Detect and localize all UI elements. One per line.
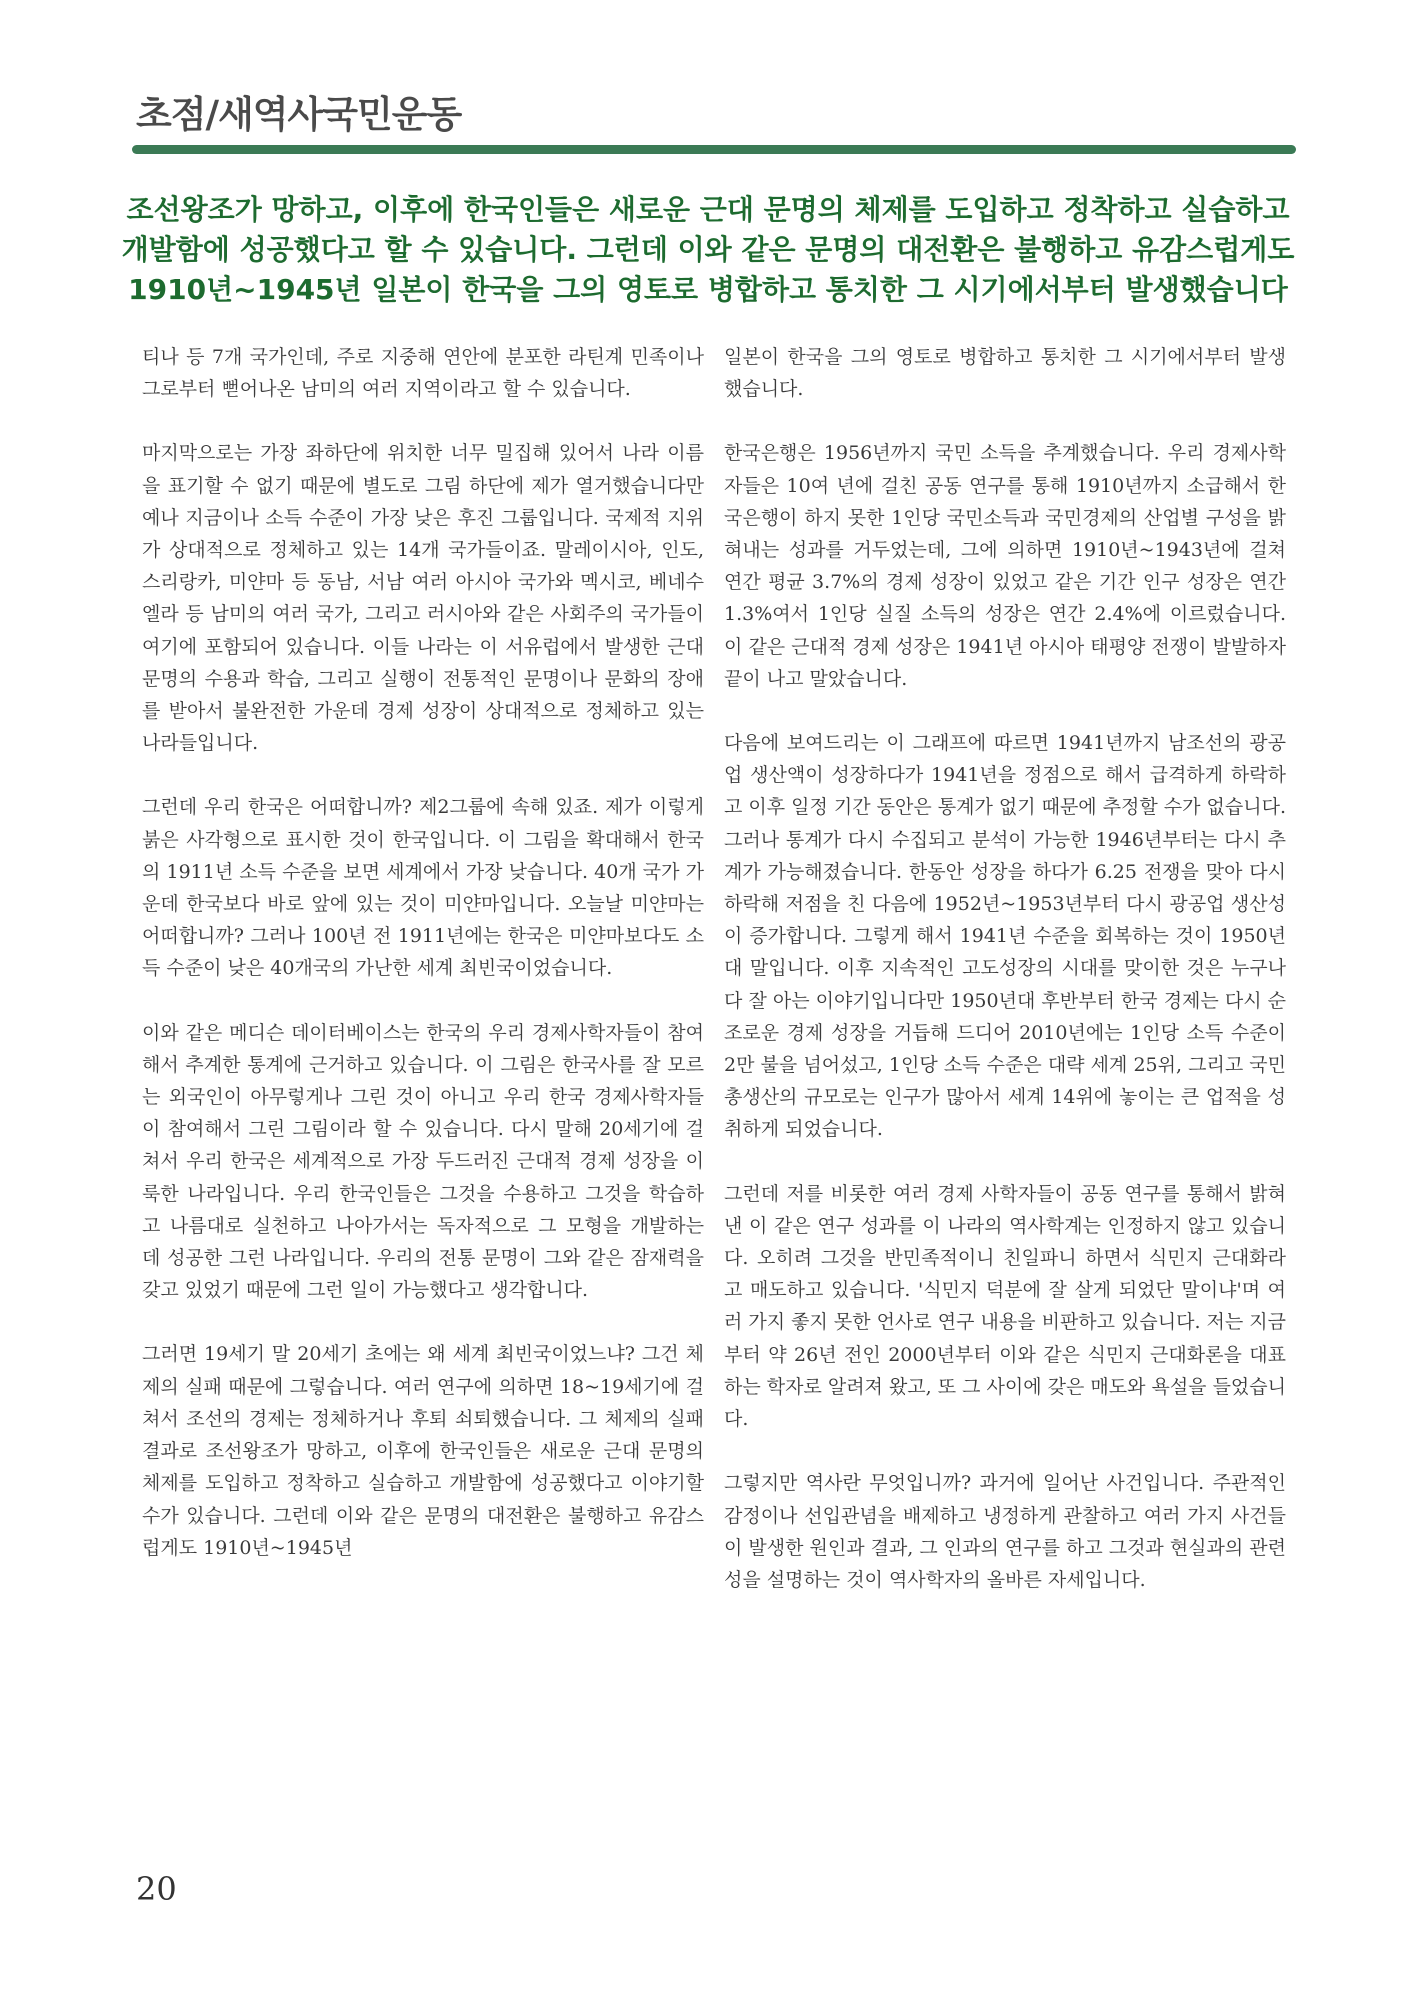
page-number: 20 <box>136 1870 177 1908</box>
paragraph: 그런데 우리 한국은 어떠합니까? 제2그룹에 속해 있죠. 제가 이렇게 붉은 사각형으로 표시한 것이 한국입니다. 이 그림을 확대해서 한국의 1911년 소득 수준을 보면 세계에서 가장 낮습니다. 40개 국가 가운데 한국보다 바로 앞에 있는 것이 미얀마입니다. 오늘날 미얀마는 어떠합니까? 그러나 100년 전 1911년에는 한국은 미얀마보다도 소득 수준이 낮은 40개국의 가난한 세계 최빈국이었습니다. <box>142 796 704 980</box>
paragraph: 그러면 19세기 말 20세기 초에는 왜 세계 최빈국이었느냐? 그건 체제의 실패 때문에 그렇습니다. 여러 연구에 의하면 18~19세기에 걸쳐서 조선의 경제는 정체하거나 후퇴 쇠퇴했습니다. 그 체제의 실패 결과로 조선왕조가 망하고, 이후에 한국인들은 새로운 근대 문명의 체제를 도입하고 정착하고 실습하고 개발함에 성공했다고 이야기할 수가 있습니다. 그런데 이와 같은 문명의 대전환은 불행하고 유감스럽게도 1910년~1945년 <box>142 1343 704 1559</box>
paragraph: 그런데 저를 비롯한 여러 경제 사학자들이 공동 연구를 통해서 밝혀낸 이 같은 연구 성과를 이 나라의 역사학계는 인정하지 않고 있습니다. 오히려 그것을 반민족적이니 친일파니 하면서 식민지 근대화라고 매도하고 있습니다. '식민지 덕분에 잘 살게 되었단 말이냐'며 여러 가지 좋지 못한 언사로 연구 내용을 비판하고 있습니다. 저는 지금부터 약 26년 전인 2000년부터 이와 같은 식민지 근대화론을 대표하는 학자로 알려져 왔고, 또 그 사이에 갖은 매도와 욕설을 들었습니다. <box>724 1182 1286 1431</box>
paragraph: 그렇지만 역사란 무엇입니까? 과거에 일어난 사건입니다. 주관적인 감정이나 선입관념을 배제하고 냉정하게 관찰하고 여러 가지 사건들이 발생한 원인과 결과, 그 인과의 연구를 하고 그것과 현실과의 관련성을 설명하는 것이 역사학자의 올바른 자세입니다. <box>724 1472 1286 1591</box>
left-column <box>142 341 704 1564</box>
paragraph: 티나 등 7개 국가인데, 주로 지중해 연안에 분포한 라틴계 민족이나 그로부터 뻗어나온 남미의 여러 지역이라고 할 수 있습니다. <box>142 346 704 401</box>
headline-line: 개발함에 성공했다고 할 수 있습니다. 그런데 이와 같은 문명의 대전환은 불행하고 유감스럽게도 <box>121 233 1295 266</box>
headline <box>120 190 1296 310</box>
paragraph: 다음에 보여드리는 이 그래프에 따르면 1941년까지 남조선의 광공업 생산액이 성장하다가 1941년을 정점으로 해서 급격하게 하락하고 이후 일정 기간 동안은 통계가 없기 때문에 추정할 수가 없습니다. 그러나 통계가 다시 수집되고 분석이 가능한 1946년부터는 다시 추계가 가능해졌습니다. 한동안 성장을 하다가 6.25 전쟁을 맞아 다시 하락해 저점을 친 다음에 1952년~1953년부터 다시 광공업 생산성이 증가합니다. 그렇게 해서 1941년 수준을 회복하는 것이 1950년대 말입니다. 이후 지속적인 고도성장의 시대를 맞이한 것은 누구나 다 잘 아는 이야기입니다만 1950년대 후반부터 한국 경제는 다시 순조로운 경제 성장을 거듭해 드디어 2010년에는 1인당 소득 수준이 2만 불을 넘어섰고, 1인당 소득 수준은 대략 세계 25위, 그리고 국민 총생산의 규모로는 인구가 많아서 세계 14위에 놓이는 큰 업적을 성취하게 되었습니다. <box>724 732 1286 1141</box>
headline-line: 조선왕조가 망하고, 이후에 한국인들은 새로운 근대 문명의 체제를 도입하고 정착하고 실습하고 <box>126 193 1290 226</box>
paragraph: 마지막으로는 가장 좌하단에 위치한 너무 밀집해 있어서 나라 이름을 표기할 수 없기 때문에 별도로 그림 하단에 제가 열거했습니다만 예나 지금이나 소득 수준이 가장 낮은 후진 그룹입니다. 국제적 지위가 상대적으로 정체하고 있는 14개 국가들이죠. 말레이시아, 인도, 스리랑카, 미얀마 등 동남, 서남 여러 아시아 국가와 멕시코, 베네수엘라 등 남미의 여러 국가, 그리고 러시아와 같은 사회주의 국가들이 여기에 포함되어 있습니다. 이들 나라는 이 서유럽에서 발생한 근대 문명의 수용과 학습, 그리고 실행이 전통적인 문명이나 문화의 장애를 받아서 불완전한 가운데 경제 성장이 상대적으로 정체하고 있는 나라들입니다. <box>142 442 704 755</box>
headline-line: 1910년~1945년 일본이 한국을 그의 영토로 병합하고 통치한 그 시기에서부터 발생했습니다 <box>128 273 1288 306</box>
title-underline <box>132 145 1296 154</box>
section-title: 초점/새역사국민운동 <box>136 93 462 136</box>
paragraph: 일본이 한국을 그의 영토로 병합하고 통치한 그 시기에서부터 발생했습니다. <box>724 346 1286 401</box>
right-column <box>724 341 1286 1596</box>
paragraph: 한국은행은 1956년까지 국민 소득을 추계했습니다. 우리 경제사학자들은 10여 년에 걸친 공동 연구를 통해 1910년까지 소급해서 한국은행이 하지 못한 1인당 국민소득과 국민경제의 산업별 구성을 밝혀내는 성과를 거두었는데, 그에 의하면 1910년~1943년에 걸쳐 연간 평균 3.7%의 경제 성장이 있었고 같은 기간 인구 성장은 연간 1.3%여서 1인당 실질 소득의 성장은 연간 2.4%에 이르렀습니다. 이 같은 근대적 경제 성장은 1941년 아시아 태평양 전쟁이 발발하자 끝이 나고 말았습니다. <box>724 442 1286 690</box>
paragraph: 이와 같은 메디슨 데이터베이스는 한국의 우리 경제사학자들이 참여해서 추계한 통계에 근거하고 있습니다. 이 그림은 한국사를 잘 모르는 외국인이 아무렇게나 그린 것이 아니고 우리 한국 경제사학자들이 참여해서 그린 그림이라 할 수 있습니다. 다시 말해 20세기에 걸쳐서 우리 한국은 세계적으로 가장 두드러진 근대적 경제 성장을 이룩한 나라입니다. 우리 한국인들은 그것을 수용하고 그것을 학습하고 나름대로 실천하고 나아가서는 독자적으로 그 모형을 개발하는 데 성공한 그런 나라입니다. 우리의 전통 문명이 그와 같은 잠재력을 갖고 있었기 때문에 그런 일이 가능했다고 생각합니다. <box>142 1021 704 1302</box>
